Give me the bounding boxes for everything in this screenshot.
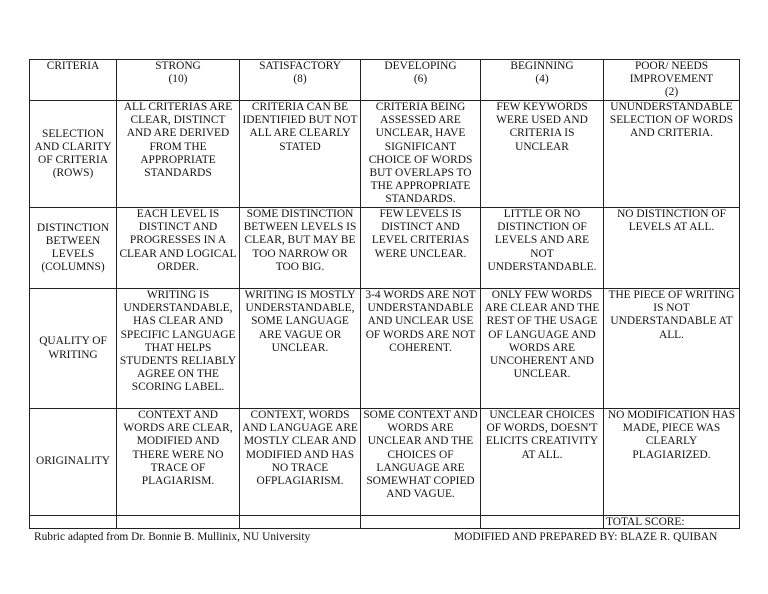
table-row bbox=[30, 208, 740, 289]
table-row bbox=[30, 101, 740, 208]
rubric-cell: SOME CONTEXT AND WORDS ARE UNCLEAR AND THE CHOICES OF LANGUAGE ARE SOMEWHAT COPIED AND VAGUE. bbox=[361, 409, 481, 516]
rubric-table bbox=[29, 59, 740, 529]
empty-cell bbox=[361, 516, 481, 529]
header-beginning: BEGINNING (4) bbox=[481, 60, 604, 101]
rubric-cell: SOME DISTINCTION BETWEEN LEVELS IS CLEAR, BUT MAY BE TOO NARROW OR TOO BIG. bbox=[240, 208, 361, 289]
empty-cell bbox=[481, 516, 604, 529]
rubric-cell: UNCLEAR CHOICES OF WORDS, DOESN'T ELICITS CREATIVITY AT ALL. bbox=[481, 409, 604, 516]
criteria-cell: ORIGINALITY bbox=[30, 409, 117, 516]
table-row bbox=[30, 289, 740, 409]
header-developing: DEVELOPING (6) bbox=[361, 60, 481, 101]
empty-cell bbox=[30, 516, 117, 529]
rubric-cell: WRITING IS MOSTLY UNDERSTANDABLE, SOME LANGUAGE ARE VAGUE OR UNCLEAR. bbox=[240, 289, 361, 409]
rubric-cell: LITTLE OR NO DISTINCTION OF LEVELS AND ARE NOT UNDERSTANDABLE. bbox=[481, 208, 604, 289]
rubric-cell: 3-4 WORDS ARE NOT UNDERSTANDABLE AND UNCLEAR USE OF WORDS ARE NOT COHERENT. bbox=[361, 289, 481, 409]
rubric-cell: CRITERIA CAN BE IDENTIFIED BUT NOT ALL ARE CLEARLY STATED bbox=[240, 101, 361, 208]
rubric-cell: CRITERIA BEING ASSESSED ARE UNCLEAR, HAVE SIGNIFICANT CHOICE OF WORDS BUT OVERLAPS TO THE APPROPRIATE STANDARDS. bbox=[361, 101, 481, 208]
rubric-cell: NO MODIFICATION HAS MADE, PIECE WAS CLEARLY PLAGIARIZED. bbox=[604, 409, 740, 516]
header-row bbox=[30, 60, 740, 101]
rubric-cell: NO DISTINCTION OF LEVELS AT ALL. bbox=[604, 208, 740, 289]
rubric-cell: THE PIECE OF WRITING IS NOT UNDERSTANDABLE AT ALL. bbox=[604, 289, 740, 409]
header-satisfactory: SATISFACTORY (8) bbox=[240, 60, 361, 101]
total-score-row bbox=[30, 516, 740, 529]
rubric-cell: ONLY FEW WORDS ARE CLEAR AND THE REST OF THE USAGE OF LANGUAGE AND WORDS ARE UNCOHERENT AND UNCLEAR. bbox=[481, 289, 604, 409]
rubric-cell: ALL CRITERIAS ARE CLEAR, DISTINCT AND ARE DERIVED FROM THE APPROPRIATE STANDARDS bbox=[117, 101, 240, 208]
rubric-cell: WRITING IS UNDERSTANDABLE, HAS CLEAR AND SPECIFIC LANGUAGE THAT HELPS STUDENTS RELIABLY AGREE ON THE SCORING LABEL. bbox=[117, 289, 240, 409]
rubric-cell: UNUNDERSTANDABLE SELECTION OF WORDS AND CRITERIA. bbox=[604, 101, 740, 208]
table-row bbox=[30, 409, 740, 516]
criteria-cell: DISTINCTION BETWEEN LEVELS (COLUMNS) bbox=[30, 208, 117, 289]
header-poor: POOR/ NEEDS IMPROVEMENT (2) bbox=[604, 60, 740, 101]
criteria-cell: QUALITY OF WRITING bbox=[30, 289, 117, 409]
footer-prepared-by: MODIFIED AND PREPARED BY: BLAZE R. QUIBAN bbox=[454, 531, 718, 543]
rubric-cell: EACH LEVEL IS DISTINCT AND PROGRESSES IN A CLEAR AND LOGICAL ORDER. bbox=[117, 208, 240, 289]
empty-cell bbox=[240, 516, 361, 529]
rubric-cell: CONTEXT, WORDS AND LANGUAGE ARE MOSTLY CLEAR AND MODIFIED AND HAS NO TRACE OFPLAGIARISM. bbox=[240, 409, 361, 516]
rubric-cell: CONTEXT AND WORDS ARE CLEAR, MODIFIED AND THERE WERE NO TRACE OF PLAGIARISM. bbox=[117, 409, 240, 516]
footer-attribution: Rubric adapted from Dr. Bonnie B. Mullinix, NU University bbox=[34, 531, 311, 543]
rubric-cell: FEW LEVELS IS DISTINCT AND LEVEL CRITERIAS WERE UNCLEAR. bbox=[361, 208, 481, 289]
criteria-cell: SELECTION AND CLARITY OF CRITERIA (ROWS) bbox=[30, 101, 117, 208]
rubric-cell: FEW KEYWORDS WERE USED AND CRITERIA IS UNCLEAR bbox=[481, 101, 604, 208]
empty-cell bbox=[117, 516, 240, 529]
header-strong: STRONG (10) bbox=[117, 60, 240, 101]
header-criteria: CRITERIA bbox=[30, 60, 117, 101]
total-score-label: TOTAL SCORE: bbox=[604, 516, 740, 529]
